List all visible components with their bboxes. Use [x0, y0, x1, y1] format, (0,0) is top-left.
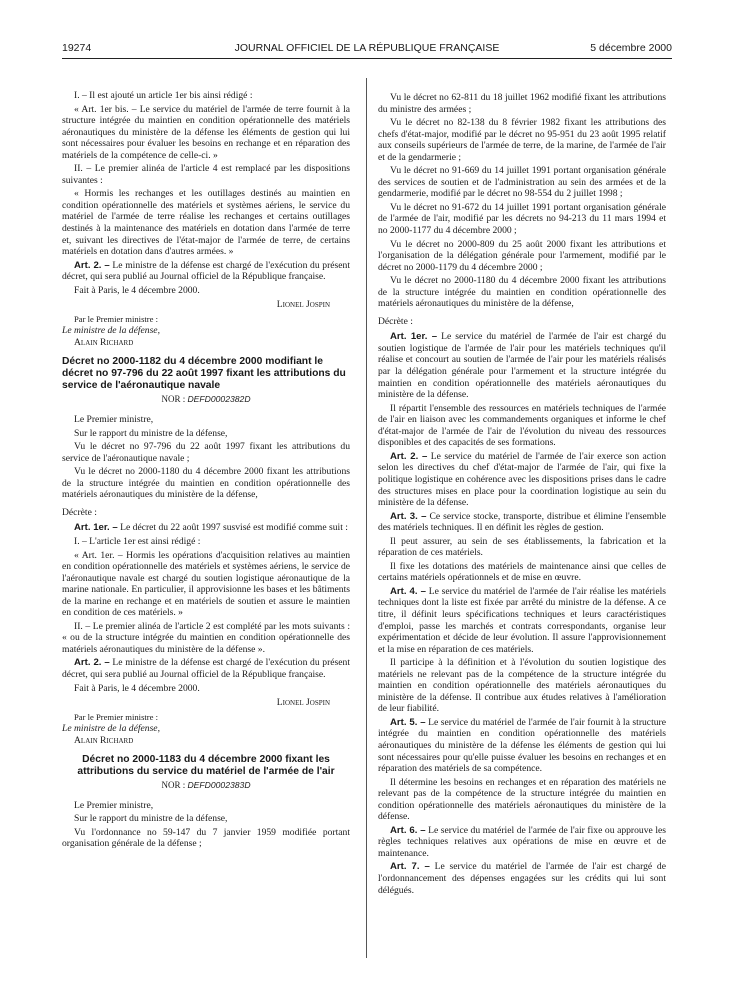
paragraph: II. – Le premier alinéa de l'article 2 est complété par les mots suivants : « ou de la structure intégrée du maintien en condition opérationnelle des matériels aéronautiques du ministère de la défense ».	[62, 620, 350, 655]
article-text: Le service du matériel de l'armée de l'air est chargé de l'ordonnancement des dépenses engagées sur les crédits qui lui sont délégués.	[378, 861, 666, 896]
paragraph: Vu le décret no 82-138 du 8 février 1982 fixant les attributions des chefs d'état-major, modifié par le décret no 95-951 du 23 août 1995 relatif aux conseils supérieurs de l'armée de terre, de la marine, de l'armée de l'air et de la gendarmerie ;	[378, 117, 666, 163]
nor-reference: NOR : DEFD0002382D	[161, 394, 251, 405]
article	[378, 331, 666, 400]
paragraph: Vu le décret no 97-796 du 22 août 1997 fixant les attributions du service de l'aéronautique navale ;	[62, 441, 350, 464]
article-text: Le service du matériel de l'armée de l'air fixe ou approuve les règles techniques relatives aux opérations de mise en œuvre et de maintenance.	[378, 824, 666, 859]
page-number: 19274	[62, 42, 92, 54]
issue-date: 5 décembre 2000	[590, 42, 672, 54]
column-divider	[366, 78, 367, 958]
article-text: Le ministre de la défense est chargé de l'exécution du présent décret, qui sera publié au Journal officiel de la République française.	[62, 259, 350, 283]
right-column	[378, 92, 666, 898]
paragraph: « Art. 1er. – Hormis les opérations d'acquisition relatives au maintien en condition opérationnelle des matériels et systèmes aériens, le service de l'aéronautique navale est chargé du soutien logistique aéronautique de la marine nationale. En particulier, il approvisionne les bases et les bâtiments de la marine en rechange et en matériels de soutien et assure le maintien en condition de ces matériels. »	[62, 549, 350, 619]
article-text: Le décret du 22 août 1997 susvisé est modifié comme suit :	[120, 522, 348, 534]
journal-title: JOURNAL OFFICIEL DE LA RÉPUBLIQUE FRANÇAISE	[234, 42, 500, 54]
paragraph: Il peut assurer, au sein de ses établissements, la fabrication et la réparation de ces matériels.	[378, 535, 666, 559]
article	[378, 586, 666, 655]
article-label: Art. 2. –	[74, 259, 110, 271]
by-prime-minister: Par le Premier ministre :	[74, 711, 159, 722]
paragraph: « Hormis les rechanges et les outillages destinés au maintien en condition opérationnelle des matériels et systèmes aériens, le service du matériel de l'armée de terre réalise les rechanges et certains outillages destinés à la maintenance des matériels en dotation dans l'armée de terre et, suivant les directives de l'état-major de l'armée de terre, de certains matériels en dotation dans d'autres armées. »	[62, 188, 350, 258]
article	[62, 522, 350, 534]
article-text: Le service du matériel de l'armée de l'air réalise les matériels techniques dont la liste est fixée par arrêté du ministre de la défense. A ce titre, il définit leurs spécifications techniques et leurs caractéristiques d'emploi, passe les marchés et contrats correspondants, organise leur expérimentation et décide de leur évolution. Il assure l'approvisionnement et la mise en réparation de ces matériels.	[378, 585, 666, 655]
article-label: Art. 7. –	[390, 861, 430, 873]
paragraph: Il détermine les besoins en rechanges et en réparation des matériels ne relevant pas de la compétence de la structure intégrée du maintien en condition opérationnelle des matériels aéronautiques du ministère de la défense.	[378, 776, 666, 823]
signatory: Lionel Jospin	[276, 697, 330, 709]
article-text: Ce service stocke, transporte, distribue et élimine l'ensemble des matériels techniques. Il en définit les règles de gestion.	[378, 510, 666, 534]
paragraph: II. – Le premier alinéa de l'article 4 est remplacé par les dispositions suivantes :	[62, 163, 350, 186]
nor-reference: NOR : DEFD0002383D	[161, 780, 251, 791]
article	[378, 511, 666, 534]
paragraph: Vu le décret no 91-672 du 14 juillet 1991 portant organisation générale de l'armée de l'air, modifié par les décrets no 94-213 du 11 mars 1994 et no 2000-1177 du 4 décembre 2000 ;	[378, 201, 666, 237]
decree-title: Décret no 2000-1182 du 4 décembre 2000 modifiant le décret no 97-796 du 22 août 1997 fixant les attributions du service de l'aéronautique navale	[62, 356, 346, 392]
signed-place-date: Fait à Paris, le 4 décembre 2000.	[74, 682, 200, 694]
article	[62, 260, 350, 283]
paragraph: I. – Il est ajouté un article 1er bis ainsi rédigé :	[74, 90, 253, 101]
decrete-heading: Décrète :	[62, 506, 97, 518]
paragraph: Il fixe les dotations des matériels de maintenance ainsi que celles de certains matériels opérationnels et de mise en œuvre.	[378, 560, 666, 584]
paragraph: Vu le décret no 2000-1180 du 4 décembre 2000 fixant les attributions de la structure intégrée du maintien en condition opérationnelle des matériels aéronautiques du ministère de la défense,	[378, 275, 666, 310]
minister-role: Le ministre de la défense,	[62, 325, 160, 337]
paragraph: « Art. 1er bis. – Le service du matériel de l'armée de terre fournit à la structure intégrée du maintien en condition opérationnelle des matériels aéronautiques du ministère de la défense les éléments de gestion qui lui sont nécessaires pour évaluer les besoins en rechange et en réparation des matériels de la compétence de celle-ci. »	[62, 103, 350, 161]
article-label: Art. 3. –	[390, 510, 427, 522]
article-label: Art. 2. –	[74, 657, 110, 669]
article	[378, 717, 666, 775]
article	[62, 657, 350, 680]
header-rule	[62, 58, 672, 59]
minister-role: Le ministre de la défense,	[62, 723, 160, 735]
paragraph: Vu le décret no 91-669 du 14 juillet 1991 portant organisation générale des services de soutien et de l'administration au sein des armées et de la gendarmerie, modifié par le décret no 98-554 du 2 juillet 1998 ;	[378, 165, 666, 200]
minister-name: Alain Richard	[74, 734, 134, 746]
article	[378, 861, 666, 896]
signed-place-date: Fait à Paris, le 4 décembre 2000.	[74, 284, 200, 296]
article-label: Art. 6. –	[390, 824, 426, 836]
by-prime-minister: Par le Premier ministre :	[74, 313, 159, 324]
paragraph: Vu l'ordonnance no 59-147 du 7 janvier 1959 modifiée portant organisation générale de la défense ;	[62, 826, 350, 850]
paragraph: Sur le rapport du ministre de la défense,	[74, 427, 228, 439]
article	[378, 825, 666, 860]
paragraph: Il répartit l'ensemble des ressources en matériels techniques de l'armée de l'air en liaison avec les commandements organiques et informe le chef d'état-major de l'armée de l'air de l'évolution du niveau des ressources disponibles et des capacités de ses formations.	[378, 402, 666, 449]
article-text: Le service du matériel de l'armée de l'air est chargé du soutien logistique de l'armée de l'air pour les matériels techniques qu'il réalise et concourt au soutien de l'armée de l'air pour les matériels réalisés par la délégation générale pour l'armement et la structure intégrée du maintien en condition opérationnelle des matériels aéronautiques du ministère de la défense.	[378, 331, 667, 401]
article-text: Le service du matériel de l'armée de l'air fournit à la structure intégrée du maintien en condition opérationnelle des matériels aéronautiques du ministère de la défense les éléments de gestion qui lui sont nécessaires pour qu'elle puisse évaluer les besoins en rechanges et en réparation des matériels de sa compétence.	[378, 716, 666, 775]
paragraph: I. – L'article 1er est ainsi rédigé :	[74, 535, 201, 547]
article-label: Art. 1er. –	[390, 331, 438, 343]
page-header	[62, 42, 672, 58]
signatory: Lionel Jospin	[276, 299, 330, 311]
decree-title: Décret no 2000-1183 du 4 décembre 2000 fixant les attributions du service du matériel de l'armée de l'air	[77, 754, 335, 778]
article	[378, 451, 666, 509]
article-label: Art. 2. –	[390, 450, 428, 462]
article-label: Art. 1er. –	[74, 522, 118, 534]
paragraph: Le Premier ministre,	[74, 799, 154, 811]
paragraph: Sur le rapport du ministre de la défense,	[74, 813, 228, 825]
paragraph: Vu le décret no 62-811 du 18 juillet 1962 modifié fixant les attributions du ministre des armées ;	[378, 92, 666, 115]
decrete-heading: Décrète :	[378, 315, 413, 327]
paragraph: Vu le décret no 2000-1180 du 4 décembre 2000 fixant les attributions de la structure intégrée du maintien en condition opérationnelle des matériels aéronautiques du ministère de la défense,	[62, 466, 350, 501]
article-text: Le ministre de la défense est chargé de l'exécution du présent décret, qui sera publié au Journal officiel de la République française.	[62, 657, 350, 680]
paragraph: Le Premier ministre,	[74, 414, 154, 426]
article-label: Art. 4. –	[390, 585, 426, 597]
article-text: Le service du matériel de l'armée de l'air exerce son action selon les directives du chef d'état-major de l'armée de l'air, qui fixe la politique logistique en cohérence avec les dispositions prises dans le cadre des structures mises en place pour la coordination logistique au sein du ministère de la défense.	[378, 450, 666, 509]
left-column	[62, 90, 350, 852]
minister-name: Alain Richard	[74, 336, 134, 348]
article-label: Art. 5. –	[390, 716, 426, 728]
paragraph: Il participe à la définition et à l'évolution du soutien logistique des matériels ne relevant pas de la compétence de la structure intégrée du maintien en condition opérationnelle des matériels aéronautiques du ministère de la défense. Il contribue aux études relatives à l'amélioration de leur fiabilité.	[378, 657, 666, 715]
paragraph: Vu le décret no 2000-809 du 25 août 2000 fixant les attributions et l'organisation de la délégation générale pour l'armement, modifié par le décret no 2000-1179 du 4 décembre 2000 ;	[378, 238, 666, 273]
